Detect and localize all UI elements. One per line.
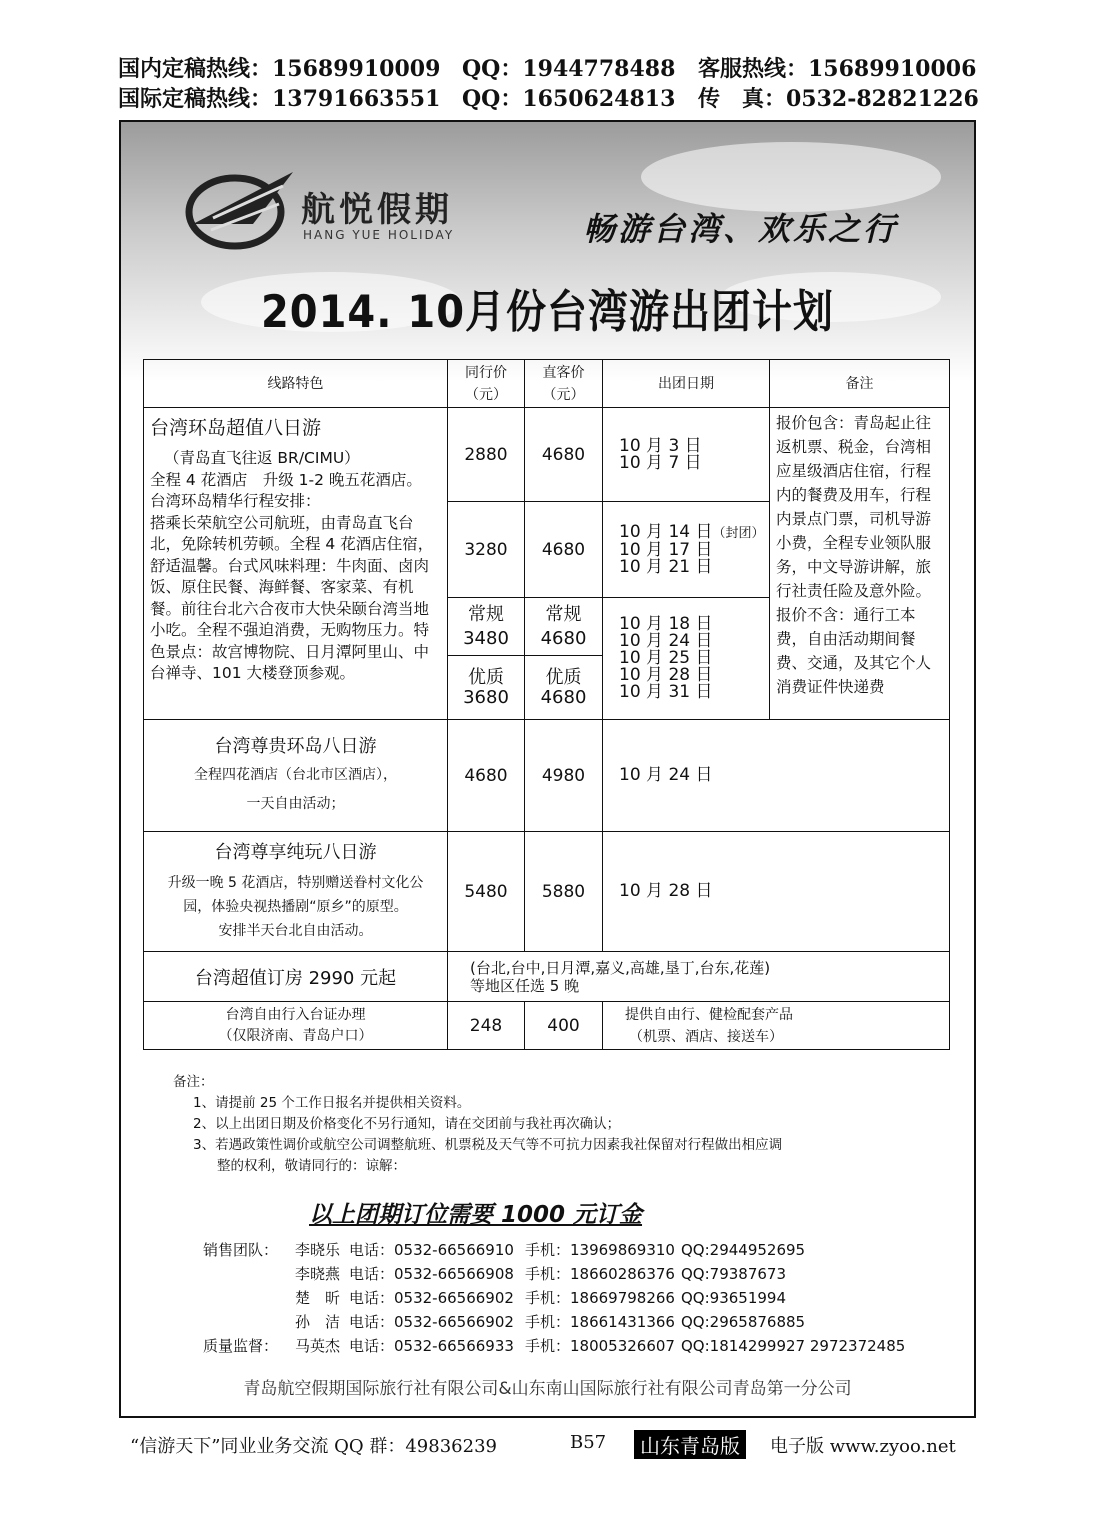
route-1-normal-peer: 常规 3480 [448, 598, 525, 656]
route-3-peer: 5480 [448, 832, 525, 952]
route-1-desc3: 搭乘长荣航空公司航班，由青岛直飞台北，免除转机劳顿。全程 4 花酒店住宿，舒适温馨。台式风味料理：牛肉面、卤肉饭、原住民餐、海鲜餐、客家菜、有机餐。前往台北六合夜市大快朵颐台湾当地小吃。全程不强迫消费，无购物压力。特色景点：故宫博物院、日月潭阿里山、中台禅寺、101 大楼登顶参观。 [150, 513, 434, 682]
route-1-features [144, 408, 448, 720]
route-5-direct: 400 [525, 1002, 603, 1050]
route-1-s3-dates: 10 月 18 日 10 月 24 日 10 月 25 日 10 月 28 日 10 月 31 日 [603, 598, 770, 720]
route-2-date: 10 月 24 日 [603, 720, 950, 832]
route-1-quality-direct: 优质 4680 [525, 656, 603, 720]
route-4-info: (台北,台中,日月潭,嘉义,高雄,垦丁,台东,花莲) 等地区任选 5 晚 [448, 952, 950, 1002]
table-row [144, 952, 950, 1002]
route-2-features: 台湾尊贵环岛八日游 全程四花酒店（台北市区酒店）， 一天自由活动； [144, 720, 448, 832]
service-hotline: 客服热线：15689910006 [698, 56, 977, 82]
domestic-qq: QQ：1944778488 [462, 56, 676, 82]
route-3-name: 台湾尊享纯玩八日游 [214, 841, 377, 863]
logo-en-text: HANG YUE HOLIDAY [303, 228, 455, 242]
deposit-notice: 以上团期订位需要 1000 元订金 [309, 1202, 643, 1228]
table-row [144, 832, 950, 952]
table-header-row [144, 360, 950, 408]
intl-hotline: 国际定稿热线：13791663551 [118, 86, 441, 112]
route-1-s1-direct: 4680 [525, 408, 603, 502]
route-3-features: 台湾尊享纯玩八日游 升级一晚 5 花酒店，特别赠送眷村文化公 园，体验央视热播剧“原乡”的原型。 安排半天台北自由活动。 [144, 832, 448, 952]
route-3-direct: 5880 [525, 832, 603, 952]
route-1-s2-dates: 10 月 14 日（封团） 10 月 17 日 10 月 21 日 [603, 502, 770, 598]
note-3: 3、若遇政策性调价或航空公司调整航班、机票税及天气等不可抗力因素我社保留对行程做出相应调 [193, 1137, 783, 1153]
logo [183, 164, 483, 254]
route-2-name: 台湾尊贵环岛八日游 [214, 736, 377, 757]
route-1-s1-peer: 2880 [448, 408, 525, 502]
route-1-name: 台湾环岛超值八日游 [150, 417, 322, 439]
note-1: 1、请提前 25 个工作日报名并提供相关资料。 [193, 1095, 471, 1111]
table-row [144, 408, 950, 502]
domestic-hotline: 国内定稿热线：15689910009 [118, 56, 441, 82]
page-title: 2014. 10月份台湾游出团计划 [260, 286, 835, 339]
route-5-name: 台湾自由行入台证办理 （仅限济南、青岛户口） [144, 1002, 448, 1050]
header-peer-price: 同行价 （元） [448, 360, 525, 408]
route-1-remark: 报价包含：青岛起止往返机票、税金，台湾相应星级酒店住宿，行程内的餐费及用车，行程内景点门票，司机导游小费，全程专业领队服务，中文导游讲解，旅行社责任险及意外险。报价不含：通行工本费，自由活动期间餐费、交通，及其它个人消费证件快递费 [770, 408, 950, 720]
notes [173, 1072, 782, 1177]
table-row [144, 720, 950, 832]
route-3-date: 10 月 28 日 [603, 832, 950, 952]
table-row [144, 1002, 950, 1050]
route-1-desc2: 台湾环岛精华行程安排： [150, 492, 321, 510]
fax: 传 真：0532-82821226 [698, 86, 979, 112]
route-5-peer: 248 [448, 1002, 525, 1050]
plane-logo-icon [183, 164, 301, 254]
route-1-normal-direct: 常规 4680 [525, 598, 603, 656]
ad-frame: 航悦假期 HANG YUE HOLIDAY 畅游台湾、欢乐之行 2014. 10月份台湾游出团计划 线路特色 同行价 （元） 直客价 （元） 出团日期 备注 台湾环岛超值八日游 （青岛直飞往返 BR/CIMU） 全程 4 花酒店 升级 1-2 晚五花酒店。 台湾环岛精华行程安排： 搭乘长荣航空公司航班，由青岛直飞台北，免除转机劳顿。全程 4 花酒店住宿，舒适温馨。台式风味料理：牛肉面、卤肉饭、原住民餐、海鲜餐、客家菜、有机餐。前往台北六合夜市大快朵颐台湾当地小吃。全程不强迫消费，无购物压力。特色景点：故宫博物院、日月潭阿里山、中台禅寺、101 大楼登顶参观。 2880 4680 10 月 3 日 10 月 7 日 报价包含：青岛起止往返机票、税金，台湾相应星级酒店住宿，行程内的餐费及用车，行程内景点门票，司机导游小费，全程专业领队服务，中文导游讲解，旅行社责任险及意外险。报价不含：通行工本费，自由活动期间餐费、交通，及其它个人消费证件快递费 3280 4680 10 月 14 日（封团） 10 月 17 日 10 月 21 日 常规 3480 常规 4680 10 月 18 日 10 月 24 日 10 月 25 日 10 月 28 日 10 月 31 日 优质 3680 优质 4680 台湾尊贵环岛八日游 全程四花酒店（台北市区酒店）， 一天自由活动； 4680 4980 10 月 24 日 台湾尊享纯玩八日游 升级一晚 5 花酒店，特别赠送眷村文化公 园，体验央视热播剧“原乡”的原型。 安排半天台北自由活动。 5480 5880 10 月 28 日 台湾超值订房 2990 元起 (台北,台中,日月潭,嘉义,高雄,垦丁,台东,花莲) 等地区任选 5 晚 台湾自由行入台证办理 （仅限济南、青岛户口） 248 400 提供自由行、健检配套产品 （机票、酒店、接送车） 备注： 1、请提前 25 个工作日报名并提供相关资料。 2、以上出团日期及价格变化不另行通知，请在交团前与我社再次确认； 3、若遇政策性调价或航空公司调整航班、机票税及天气等不可抗力因素我社保留对行程做出相应调 整的权利，敬请同行的：谅解： 以上团期订位需要 1000 元订金 销售团队： 李晓乐 电话：0532-66566910 手机：13969869310 QQ:2944952695 李晓燕 电话：0532-66566908 手机：18660286376 QQ:79387673 楚 昕 电话：0532-66566902 手机：18669798266 QQ:93651994 孙 洁 电话：0532-66566902 手机：18661431366 QQ:2965876885 质量监督： 马英杰 电话：0532-66566933 手机：18005326607 QQ:1814299927 2972372485 青岛航空假期国际旅行社有限公司&山东南山国际旅行社有限公司青岛第一分公司 [119, 120, 976, 1418]
route-2-direct: 4980 [525, 720, 603, 832]
footer-qq-group: “信游天下”同业业务交流 QQ 群：49836239 [130, 1436, 497, 1457]
route-1-s2-direct: 4680 [525, 502, 603, 598]
route-2-peer: 4680 [448, 720, 525, 832]
notes-label: 备注： [173, 1074, 214, 1090]
route-1-desc1: 全程 4 花酒店 升级 1-2 晚五花酒店。 [150, 470, 422, 489]
logo-cn-text: 航悦假期 [301, 190, 453, 230]
note-2: 2、以上出团日期及价格变化不另行通知，请在交团前与我社再次确认； [193, 1116, 621, 1132]
route-1-s1-dates: 10 月 3 日 10 月 7 日 [603, 408, 770, 502]
hotline-header [0, 0, 1093, 115]
edition-badge: 山东青岛版 [634, 1430, 746, 1459]
header-route: 线路特色 [144, 360, 448, 408]
slogan: 畅游台湾、欢乐之行 [583, 210, 899, 248]
header-date: 出团日期 [603, 360, 770, 408]
route-1-quality-peer: 优质 3680 [448, 656, 525, 720]
route-4-name: 台湾超值订房 2990 元起 [144, 952, 448, 1002]
route-5-info: 提供自由行、健检配套产品 （机票、酒店、接送车） [603, 1002, 950, 1050]
tour-table [143, 359, 950, 1050]
intl-qq: QQ：1650624813 [462, 86, 676, 112]
header-remark: 备注 [770, 360, 950, 408]
page-number: B57 [570, 1432, 607, 1453]
company-name: 青岛航空假期国际旅行社有限公司&山东南山国际旅行社有限公司青岛第一分公司 [243, 1379, 852, 1399]
route-1-sub: （青岛直飞往返 BR/CIMU） [164, 449, 360, 467]
footer-site: 电子版 www.zyoo.net [770, 1436, 956, 1457]
note-3-cont: 整的权利，敬请同行的：谅解： [217, 1158, 406, 1174]
header-direct-price: 直客价 （元） [525, 360, 603, 408]
page-footer [130, 1430, 980, 1460]
route-1-s2-peer: 3280 [448, 502, 525, 598]
